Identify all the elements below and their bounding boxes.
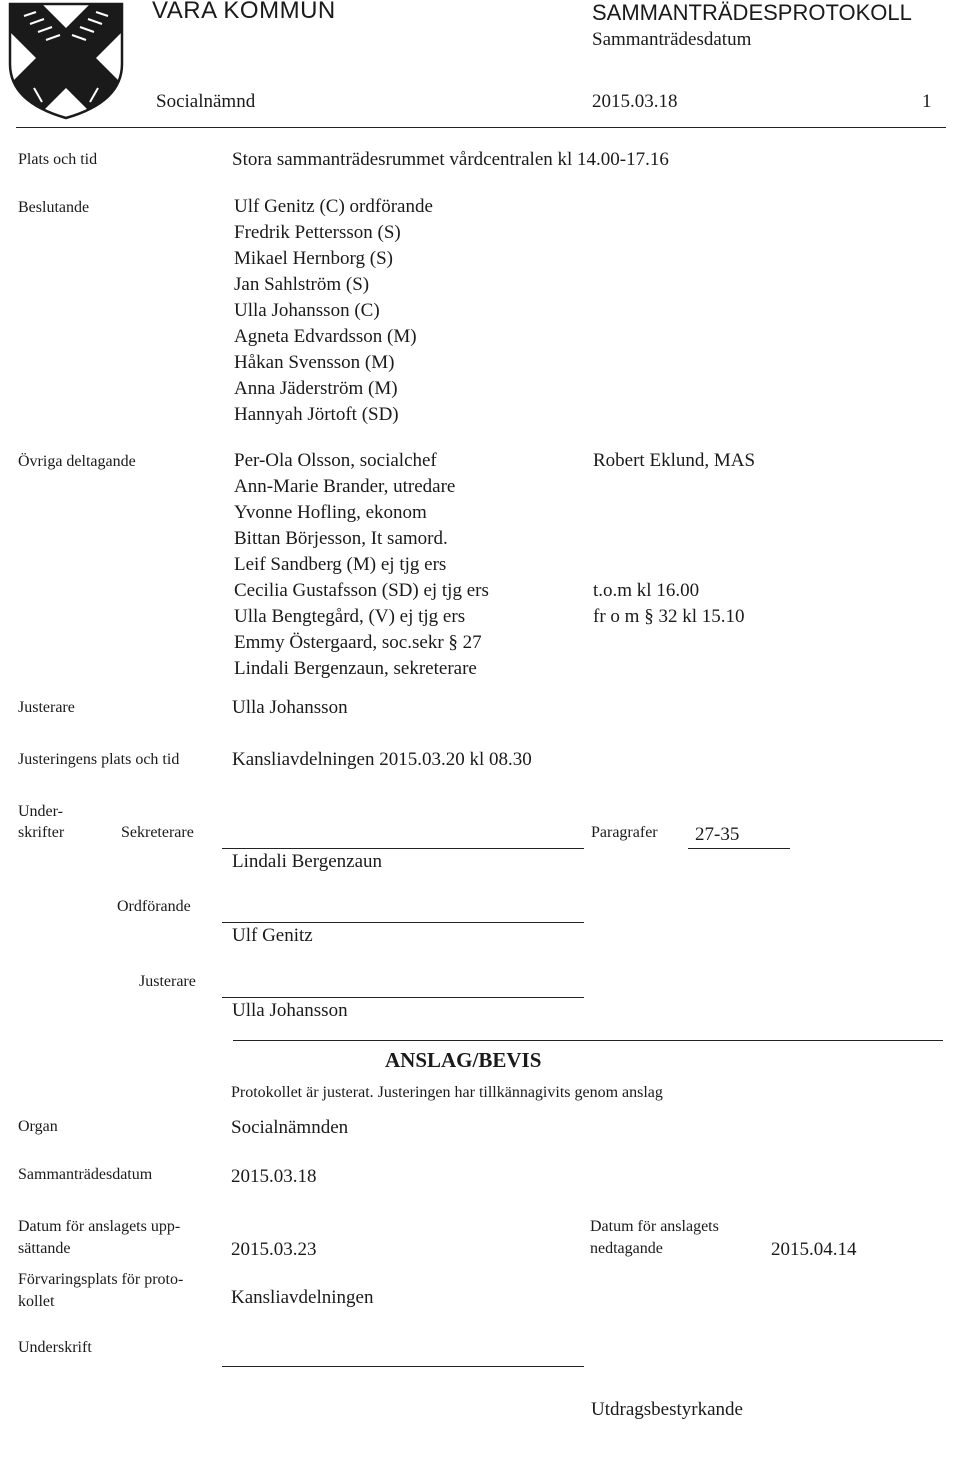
list-item: Yvonne Hofling, ekonom <box>234 502 427 523</box>
list-item: Fredrik Pettersson (S) <box>234 222 401 243</box>
signature-line-justerare <box>222 997 584 998</box>
anslag-title: ANSLAG/BEVIS <box>385 1048 542 1072</box>
section-divider <box>233 1040 943 1041</box>
list-item: Håkan Svensson (M) <box>234 352 395 373</box>
ovriga-from <box>593 604 744 630</box>
paragrafer-line <box>688 848 790 849</box>
justerare-name: Ulla Johansson <box>232 1000 348 1021</box>
list-item: Bittan Börjesson, It samord. <box>234 528 448 549</box>
paragrafer-value: 27-35 <box>695 824 740 845</box>
list-item: Agneta Edvardsson (M) <box>234 326 417 347</box>
label-ordforande: Ordförande <box>117 898 191 915</box>
list-item: Per-Ola Olsson, socialchef <box>234 450 437 471</box>
anslag-ned-value: 2015.04.14 <box>771 1239 857 1260</box>
list-item: Ulf Genitz (C) ordförande <box>234 196 433 217</box>
label-anslag-upp-1: Datum för anslagets upp- <box>18 1218 181 1235</box>
municipality-name: VARA KOMMUN <box>152 0 336 24</box>
label-organ: Organ <box>18 1118 58 1135</box>
list-item: Ulla Johansson (C) <box>234 300 380 321</box>
label-ovriga-deltagande: Övriga deltagande <box>18 453 136 470</box>
ordforande-name: Ulf Genitz <box>232 925 313 946</box>
forvaring-value: Kansliavdelningen <box>231 1287 374 1308</box>
list-item: Anna Jäderström (M) <box>234 378 398 399</box>
anslag-upp-value: 2015.03.23 <box>231 1239 317 1260</box>
beslutande-list <box>234 194 433 428</box>
label-sekreterare: Sekreterare <box>121 824 194 841</box>
label-under: Under- <box>18 803 63 820</box>
sekreterare-name: Lindali Bergenzaun <box>232 851 383 872</box>
list-item: Lindali Bergenzaun, sekreterare <box>234 658 477 679</box>
justerare-value: Ulla Johansson <box>232 697 348 718</box>
label-plats-och-tid: Plats och tid <box>18 151 98 168</box>
justering-value: Kansliavdelningen 2015.03.20 kl 08.30 <box>232 749 532 770</box>
section-sign: § <box>448 632 458 653</box>
label-justerare: Justerare <box>18 699 75 716</box>
label-paragrafer: Paragrafer <box>591 824 658 841</box>
anslag-text: Protokollet är justerat. Justeringen har tillkännagivits genom anslag <box>231 1084 663 1101</box>
signature-line-sekreterare <box>222 848 584 849</box>
header-divider <box>16 127 946 128</box>
signature-line-ordforande <box>222 922 584 923</box>
label-justerare-signature: Justerare <box>139 973 196 990</box>
label-justeringens-plats: Justeringens plats och tid <box>18 751 180 768</box>
header-date: 2015.03.18 <box>592 91 678 112</box>
label-anslag-upp-2: sättande <box>18 1240 71 1257</box>
ovriga-list <box>234 448 489 682</box>
list-item: Cecilia Gustafsson (SD) ej tjg ers <box>234 580 489 601</box>
label-beslutande: Beslutande <box>18 199 90 216</box>
from-section: 32 <box>658 606 678 627</box>
section-number: 27 <box>462 632 482 653</box>
section-sign: § <box>644 606 654 627</box>
label-skrifter: skrifter <box>18 824 65 841</box>
list-item: Ann-Marie Brander, utredare <box>234 476 456 497</box>
label-underskrift: Underskrift <box>18 1339 92 1356</box>
page-number: 1 <box>922 91 932 112</box>
ovriga-tom: t.o.m kl 16.00 <box>593 580 700 601</box>
from-prefix: fr o m <box>593 606 640 627</box>
plats-och-tid-value: Stora sammanträdesrummet vårdcentralen kl 14.00-17.16 <box>232 149 669 170</box>
document-type: SAMMANTRÄDESPROTOKOLL <box>592 0 912 25</box>
organ-value: Socialnämnden <box>231 1117 349 1138</box>
label-sammantradesdatum: Sammanträdesdatum <box>18 1166 153 1183</box>
from-time: kl 15.10 <box>682 606 745 627</box>
label-forvaring-1: Förvaringsplats för proto- <box>18 1271 184 1288</box>
ovriga-robert: Robert Eklund, MAS <box>593 450 756 471</box>
header-date-label: Sammanträdesdatum <box>592 29 752 50</box>
list-item: Hannyah Jörtoft (SD) <box>234 404 399 425</box>
signature-line-underskrift <box>222 1366 584 1367</box>
sammantradesdatum-value: 2015.03.18 <box>231 1166 317 1187</box>
utdragsbestyrkande: Utdragsbestyrkande <box>591 1399 743 1420</box>
label-anslag-ned-2: nedtagande <box>590 1240 663 1257</box>
label-anslag-ned-1: Datum för anslagets <box>590 1218 719 1235</box>
list-item: Ulla Bengtegård, (V) ej tjg ers <box>234 606 466 627</box>
label-forvaring-2: kollet <box>18 1293 55 1310</box>
municipality-coat-of-arms <box>6 2 126 125</box>
list-item <box>234 630 489 656</box>
list-item: Jan Sahlström (S) <box>234 274 370 295</box>
list-item-text: Emmy Östergaard, soc.sekr <box>234 632 444 653</box>
list-item: Mikael Hernborg (S) <box>234 248 394 269</box>
header-committee: Socialnämnd <box>156 91 256 112</box>
list-item: Leif Sandberg (M) ej tjg ers <box>234 554 447 575</box>
